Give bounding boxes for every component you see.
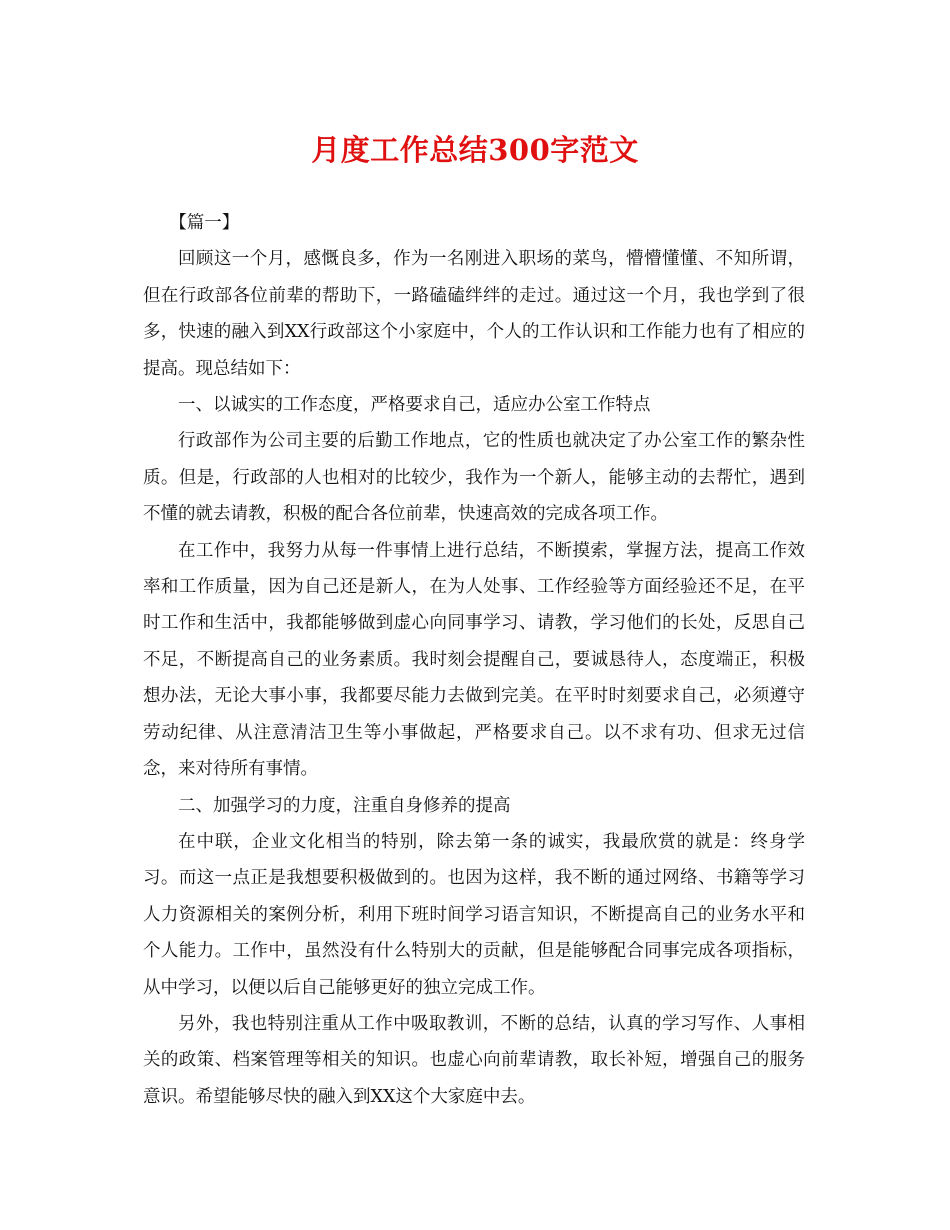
document-body: [143, 205, 805, 1115]
section-tag: 【篇一】: [169, 213, 240, 233]
document-title: 月度工作总结300字范文: [311, 133, 639, 167]
heading-two: 二、加强学习的力度，注重自身修养的提高: [178, 795, 511, 816]
paragraph-closing: 另外，我也特别注重从工作中吸取教训，不断的总结，认真的学习写作、人事相关的政策、档案管理等相关的知识。也虚心向前辈请教，取长补短，增强自己的服务意识。希望能够尽快的融入到XX这个大家庭中去。: [143, 1013, 805, 1107]
paragraph-learning: 在中联，企业文化相当的特别，除去第一条的诚实，我最欣赏的就是：终身学习。而这一点正是我想要积极做到的。也因为这样，我不断的通过网络、书籍等学习人力资源相关的案例分析，利用下班时间学习语言知识，不断提高自己的业务水平和个人能力。工作中，虽然没有什么特别大的贡献，但是能够配合同事完成各项指标，从中学习，以便以后自己能够更好的独立完成工作。: [143, 831, 805, 998]
paragraph-work-summary: 在工作中，我努力从每一件事情上进行总结，不断摸索，掌握方法，提高工作效率和工作质量，因为自己还是新人，在为人处事、工作经验等方面经验还不足，在平时工作和生活中，我都能够做到虚心向同事学习、请教，学习他们的长处，反思自己不足，不断提高自己的业务素质。我时刻会提醒自己，要诚恳待人，态度端正，积极想办法，无论大事小事，我都要尽能力去做到完美。在平时时刻要求自己，必须遵守劳动纪律、从注意清洁卫生等小事做起，严格要求自己。以不求有功、但求无过信念，来对待所有事情。: [143, 540, 805, 780]
paragraph-admin-duties: 行政部作为公司主要的后勤工作地点，它的性质也就决定了办公室工作的繁杂性质。但是，行政部的人也相对的比较少，我作为一个新人，能够主动的去帮忙，遇到不懂的就去请教，积极的配合各位前辈，快速高效的完成各项工作。: [143, 431, 805, 525]
intro-paragraph: 回顾这一个月，感慨良多，作为一名刚进入职场的菜鸟，懵懵懂懂、不知所谓，但在行政部各位前辈的帮助下，一路磕磕绊绊的走过。通过这一个月，我也学到了很多，快速的融入到XX行政部这个小家庭中，个人的工作认识和工作能力也有了相应的提高。现总结如下：: [143, 249, 805, 379]
heading-one: 一、以诚实的工作态度，严格要求自己，适应办公室工作特点: [178, 395, 651, 416]
